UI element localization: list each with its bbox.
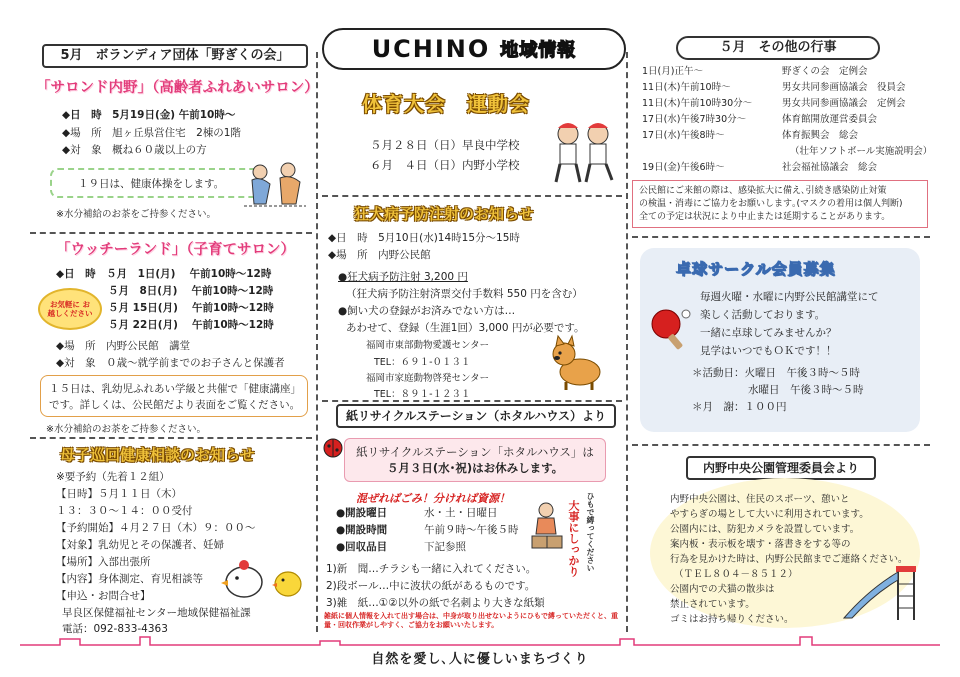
recycle-days-label: ●開設曜日	[336, 507, 388, 519]
pingpong-act-1: ＊活動日：火曜日 午後３時～５時	[692, 367, 860, 379]
dog-icon	[546, 332, 610, 392]
rabies-tel-2: TEL：８９１-１２３１	[374, 389, 471, 400]
recycle-hours-value: 午前９時～午後５時	[424, 524, 519, 536]
slide-icon	[838, 560, 926, 622]
watchieland-date-4: ５月 22日(月) 午前10時～12時	[108, 319, 274, 331]
welcome-badge	[38, 288, 102, 330]
park-line-8: 禁止されています。	[670, 599, 755, 610]
paper-bundle-icon	[530, 500, 564, 552]
event-date: 11日(木)午前10時30分～	[642, 98, 753, 109]
event-name: 体育館開放運営委員会	[782, 114, 878, 125]
recycle-slogan: 混ぜればごみ！分ければ資源！	[356, 492, 510, 505]
event-date: 19日(金)午後6時～	[642, 162, 725, 173]
rabies-contact-2: 福岡市家庭動物啓発センター	[366, 373, 490, 384]
covid-notice	[632, 180, 928, 228]
health-line-1: ※要予約（先着１２組）	[56, 471, 170, 483]
pingpong-act-2: 水曜日 午後３時～５時	[748, 384, 864, 396]
recycle-items-value: 下記参照	[424, 541, 466, 553]
recycle-footnote: 雑紙に個人情報を入れて出す場合は、中身が取り出せないようにひもで縛っていただくと、重量・回収作業がしやすく、ご協力をお願いいたします。	[324, 612, 618, 629]
recycle-hours-label: ●開設時間	[336, 524, 388, 536]
recycle-item-2: 2)段ボール…中に波状の紙があるものです。	[326, 580, 536, 592]
ladybug-icon	[322, 436, 344, 458]
salon-water: ※水分補給のお茶をご持参ください。	[56, 209, 216, 220]
health-line-10: 電話：092-833-4363	[62, 623, 168, 635]
health-line-6: 【場所】入部出張所	[56, 556, 151, 568]
recycle-notice	[344, 438, 606, 482]
rabies-contact-1: 福岡市東部動物愛護センター	[366, 340, 490, 351]
rabies-reg: ●飼い犬の登録がお済みでない方は…	[338, 305, 516, 317]
salon-where: ◆場 所 旭ヶ丘県営住宅 2棟の1階	[62, 127, 241, 139]
sports-line-1: ５月２８日（日）早良中学校	[370, 138, 520, 152]
event-name: 男女共同参画協議会 定例会	[782, 98, 906, 109]
park-line-3: 公園内には、防犯カメラを設置しています。	[670, 524, 860, 535]
rabies-fee-note: （狂犬病予防注射済票交付手数料 550 円を含む）	[346, 288, 583, 300]
footer-skyline	[20, 632, 940, 646]
salon-target: ◆対 象 概ね６０歳以上の方	[62, 144, 207, 156]
recycle-side-text: 大事にしっかり	[567, 500, 580, 577]
watchieland-water: ※水分補給のお茶をご持参ください。	[46, 424, 206, 435]
watchieland-date-1: ◆日 時 ５月 1日(月) 午前10時～12時	[56, 268, 272, 280]
event-name: 男女共同参画協議会 役員会	[782, 82, 906, 93]
watchieland-date-2: ５月 8日(月) 午前10時～12時	[108, 285, 274, 297]
divider-m1	[322, 195, 622, 197]
event-name: （壮年ソフトボール実施説明会）	[790, 146, 933, 157]
rabies-fee: ●狂犬病予防注射 3,200 円	[338, 271, 468, 283]
salon-when: ◆日 時 5月19日(金) 午前10時～	[62, 109, 236, 121]
kids-running-icon	[546, 118, 620, 190]
recycle-item-3: 3)雑 紙…①②以外の紙で名刺より大きな紙類	[326, 597, 545, 609]
recycle-items-label: ●回収品目	[336, 541, 388, 553]
rabies-when: ◆日 時 5月10日(水)14時15分～15時	[328, 232, 520, 244]
covid-notice-3: 全ての予定は状況により中止または延期することがあります。	[639, 212, 891, 222]
health-line-5: 【対象】乳幼児とその保護者、妊婦	[56, 539, 224, 551]
park-line-4: 案内板・表示板を壊す・落書きをする等の	[670, 539, 851, 550]
masthead-jp: 地域情報	[500, 40, 577, 61]
recycle-tag: 紙リサイクルステーション（ホタルハウス）より	[336, 404, 616, 428]
event-date: 1日(月)正午～	[642, 66, 703, 77]
health-title: 母子巡回健康相談のお知らせ	[60, 446, 255, 464]
covid-notice-1: 公民館にご来館の際は、感染拡大に備え､引続き感染防止対策	[639, 186, 887, 196]
recycle-item-1: 1)新 聞…チラシも一緒に入れてください。	[326, 563, 537, 575]
elderly-exercise-icon	[240, 160, 310, 210]
welcome-badge-text: お気軽に お越しください	[47, 300, 93, 318]
park-line-7: 公園内での犬猫の散歩は	[670, 584, 775, 595]
sports-title: 体育大会 運動会	[362, 92, 530, 116]
pingpong-l3: 一緒に卓球してみませんか？	[700, 327, 837, 339]
salon-note-text: １９日は、健康体操をします。	[78, 178, 225, 190]
rabies-reg2: あわせて、登録（生涯1回）3,000 円が必要です。	[346, 322, 585, 334]
health-line-4: 【予約開始】４月２７日（木）９：００～	[56, 522, 256, 534]
rabies-tel-1: TEL：６９１-０１３１	[374, 357, 471, 368]
salon-title: 「サロンド内野」（高齢者ふれあいサロン）	[36, 80, 319, 96]
divider-l2	[30, 437, 312, 439]
health-line-7: 【内容】身体測定、育児相談等	[56, 573, 203, 585]
divider-left	[316, 52, 318, 632]
health-line-8: 【申込・お問合せ】	[56, 590, 151, 602]
health-line-9: 早良区保健福祉センター地域保健福祉課	[62, 607, 251, 619]
rabies-where: ◆場 所 内野公民館	[328, 249, 431, 261]
park-tag: 内野中央公園管理委員会より	[686, 456, 876, 480]
park-line-1: 内野中央公園は、住民のスポーツ、憩いと	[670, 494, 850, 505]
health-line-3: １３：３０～１４：００受付	[56, 505, 193, 517]
recycle-notice-1: 紙リサイクルステーション「ホタルハウス」は	[356, 445, 594, 459]
rabies-title: 狂犬病予防注射のお知らせ	[354, 205, 534, 223]
pingpong-fee: ＊月 謝：１００円	[692, 401, 787, 413]
health-line-2: 【日時】５月１１日（木）	[56, 488, 182, 500]
pingpong-title: 卓球サークル会員募集	[676, 260, 836, 278]
volunteer-tag: 5月 ボランディア団体「野ぎくの会」	[42, 44, 308, 68]
watchieland-title: 「ウッチーランド」（子育てサロン）	[56, 242, 295, 258]
pingpong-l1: 毎週火曜・水曜に内野公民館講堂にて	[700, 291, 879, 303]
masthead-latin: UCHINO	[371, 35, 491, 63]
masthead	[322, 28, 626, 70]
watchieland-note-1: １５日は、乳幼児ふれあい学級と共催で「健康講座」	[49, 383, 301, 395]
park-line-2: やすらぎの場として大いに利用されています。	[670, 509, 869, 520]
sports-line-2: ６月 ４日（日）内野小学校	[370, 158, 520, 172]
watchieland-date-3: ５月 15日(月) 午前10時～12時	[108, 302, 274, 314]
recycle-days-value: 水・土・日曜日	[424, 507, 498, 519]
pingpong-icon	[646, 306, 692, 352]
divider-right	[626, 52, 628, 632]
covid-notice-2: の検温・消毒にご協力をお願いします｡(マスクの着用は個人判断)	[639, 199, 903, 209]
park-line-6: （ＴＥＬ８０４－８５１２）	[674, 569, 798, 580]
divider-r2	[632, 444, 930, 446]
watchieland-note	[40, 375, 308, 417]
watchieland-target: ◆対 象 ０歳～就学前までのお子さんと保護者	[56, 357, 285, 369]
divider-l1	[30, 232, 312, 234]
recycle-side-text-2: ひもで縛ってください	[586, 492, 595, 572]
event-date: 17日(水)午後8時～	[642, 130, 725, 141]
park-line-9: ゴミはお持ち帰りください。	[670, 614, 794, 625]
event-date: 17日(水)午後7時30分～	[642, 114, 747, 125]
watchieland-note-2: です。詳しくは、公民館だより表面をご覧ください。	[49, 399, 301, 411]
events-tag: ５月 その他の行事	[676, 36, 880, 60]
event-name: 社会福祉協議会 総会	[782, 162, 878, 173]
watchieland-place: ◆場 所 内野公民館 講堂	[56, 340, 191, 352]
divider-m2	[322, 400, 622, 402]
event-date: 11日(木)午前10時～	[642, 82, 731, 93]
divider-r1	[632, 236, 930, 238]
event-name: 体育振興会 総会	[782, 130, 859, 141]
salon-note	[50, 168, 262, 198]
pingpong-l4: 見学はいつでもＯＫです！！	[700, 345, 837, 357]
recycle-notice-2: ５月３日(水･祝)はお休みします。	[386, 461, 564, 475]
pingpong-l2: 楽しく活動しております。	[700, 309, 826, 321]
footer-slogan: 自然を愛し､人に優しいまちづくり	[371, 652, 589, 667]
park-line-5: 行為を見かけた時は、内野公民館までご連絡ください。	[670, 554, 908, 565]
event-name: 野ぎくの会 定例会	[782, 66, 868, 77]
chick-icon	[220, 556, 310, 600]
